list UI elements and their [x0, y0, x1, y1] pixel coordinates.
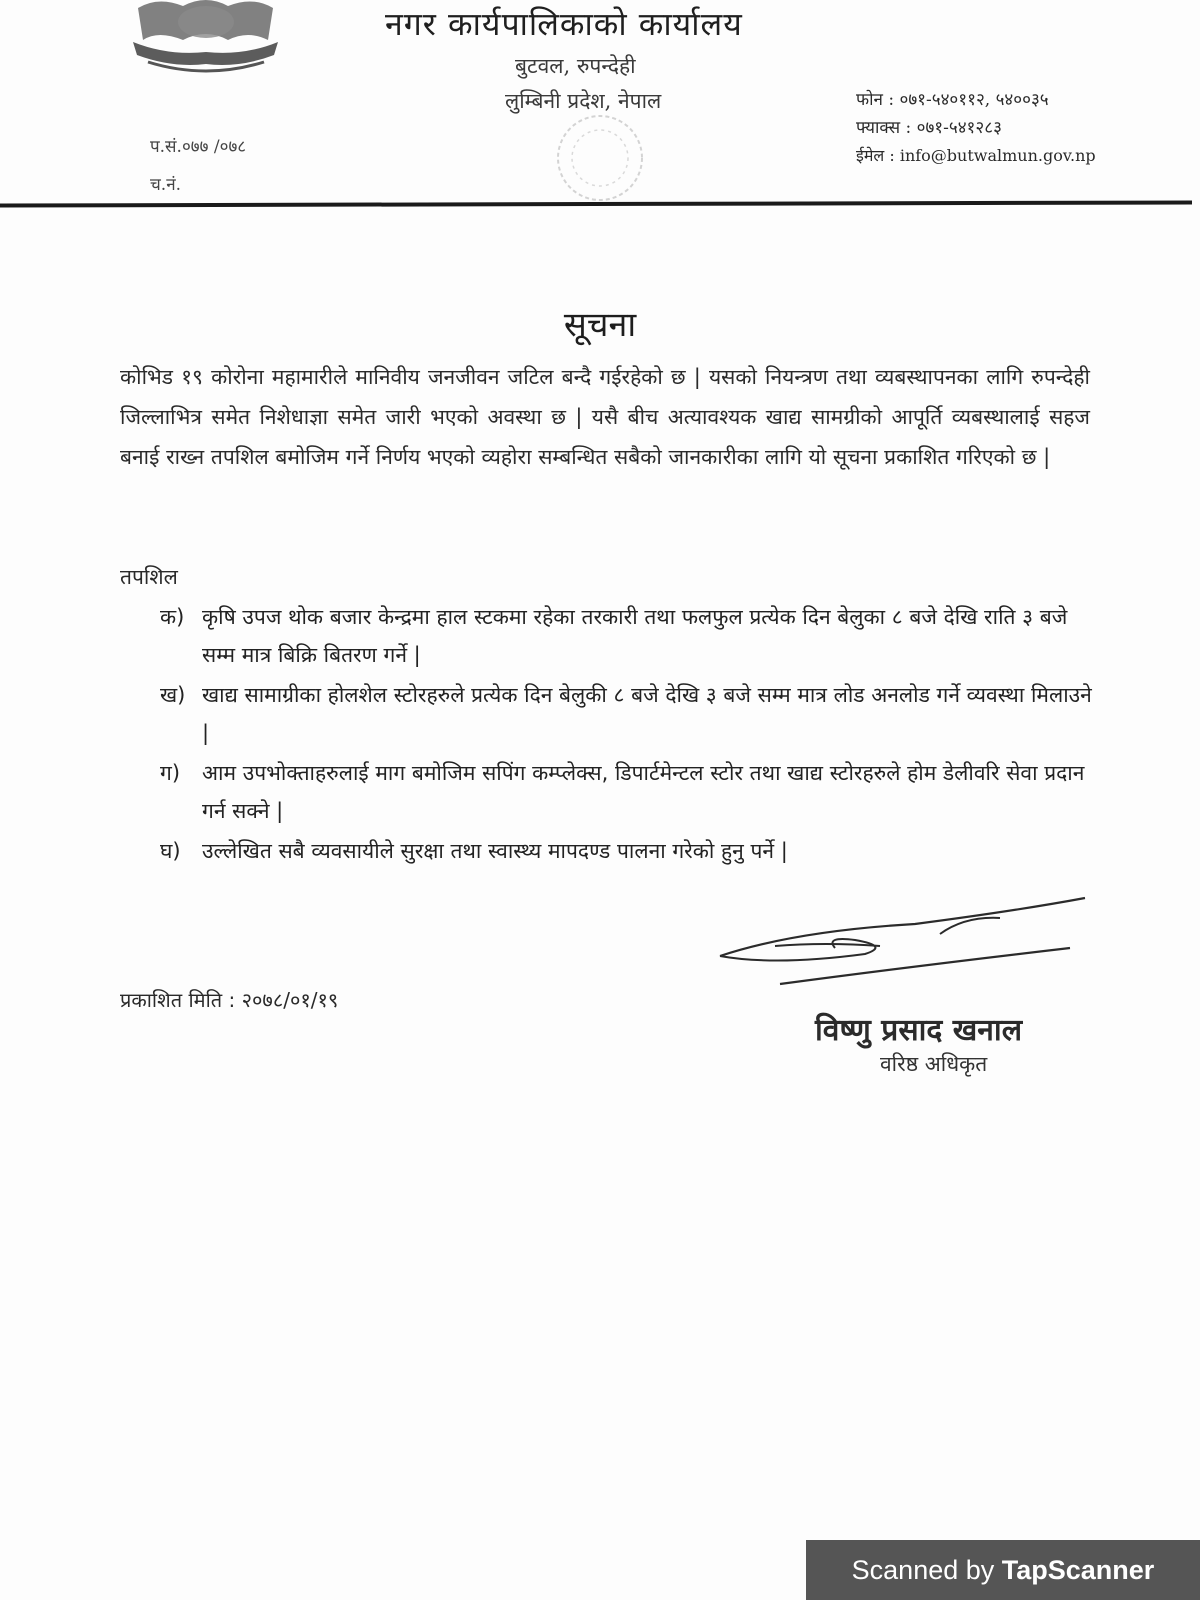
schedule-heading: तपशिल	[120, 565, 178, 589]
item-text: कृषि उपज थोक बजार केन्द्रमा हाल स्टकमा रहेका तरकारी तथा फलफुल प्रत्येक दिन बेलुका ८ बजे देखि राति ३ बजे सम्म मात्र बिक्रि बितरण गर्ने |	[202, 605, 1068, 667]
fax-number: फ्याक्स : ०७१-५४१२८३	[856, 118, 1002, 138]
schedule-item	[160, 832, 1095, 870]
scanner-prefix: Scanned by	[851, 1555, 1002, 1585]
schedule-list	[160, 598, 1095, 872]
reference-block	[150, 128, 246, 204]
dispatch-number: च.नं.	[150, 175, 182, 195]
office-title: नगर कार्यपालिकाको कार्यालय	[385, 5, 743, 43]
item-marker: घ)	[160, 839, 181, 863]
contact-block	[856, 86, 1096, 170]
phone-number: फोन : ०७१-५४०११२, ५४००३५	[856, 90, 1049, 110]
signatory-title: वरिष्ठ अधिकृत	[880, 1052, 988, 1076]
notice-body: कोभिड १९ कोरोना महामारीले मानिवीय जनजीवन जटिल बन्दै गईरहेको छ | यसको नियन्त्रण तथा व्यबस्थापनका लागि रुपन्देही जिल्लाभित्र समेत निशेधाज्ञा समेत जारी भएको अवस्था छ | यसै बीच अत्यावश्यक खाद्य सामग्रीको आपूर्ति व्यबस्थालाई सहज बनाई राख्न तपशिल बमोजिम गर्ने निर्णय भएको व्यहोरा सम्बन्धित सबैको जानकारीका लागि यो सूचना प्रकाशित गरिएको छ |	[120, 365, 1090, 469]
office-province: लुम्बिनी प्रदेश, नेपाल	[505, 89, 662, 113]
item-text: खाद्य सामाग्रीका होलशेल स्टोरहरुले प्रत्येक दिन बेलुकी ८ बजे देखि ३ बजे सम्म मात्र लोड अनलोड गर्ने व्यवस्था मिलाउने |	[202, 683, 1092, 745]
published-date: प्रकाशित मिति : २०७८/०१/१९	[120, 988, 339, 1012]
office-city: बुटवल, रुपन्देही	[515, 54, 636, 78]
scanner-brand: TapScanner	[1001, 1555, 1155, 1585]
handwritten-signature	[715, 896, 1090, 991]
item-text: उल्लेखित सबै व्यवसायीले सुरक्षा तथा स्वास्थ्य मापदण्ड पालना गरेको हुनु पर्ने |	[202, 839, 788, 863]
item-text: आम उपभोक्ताहरुलाई माग बमोजिम सपिंग कम्प्लेक्स, डिपार्टमेन्टल स्टोर तथा खाद्य स्टोरहरुले होम डेलीवरि सेवा प्रदान गर्न सक्ने |	[202, 761, 1085, 823]
item-marker: ख)	[160, 683, 186, 707]
notice-title: सूचना	[563, 305, 637, 345]
item-marker: ग)	[160, 761, 181, 785]
item-marker: क)	[160, 605, 185, 629]
signatory-name: विष्णु प्रसाद खनाल	[815, 1013, 1023, 1048]
schedule-item	[160, 598, 1095, 674]
schedule-item	[160, 754, 1095, 830]
office-stamp-icon	[540, 112, 660, 204]
nepal-emblem-icon	[128, 0, 283, 75]
scanner-watermark	[806, 1540, 1200, 1600]
email-address: ईमेल : info@butwalmun.gov.np	[856, 146, 1096, 165]
schedule-item	[160, 676, 1095, 752]
reference-number: प.सं.०७७ /०७८	[150, 137, 247, 157]
